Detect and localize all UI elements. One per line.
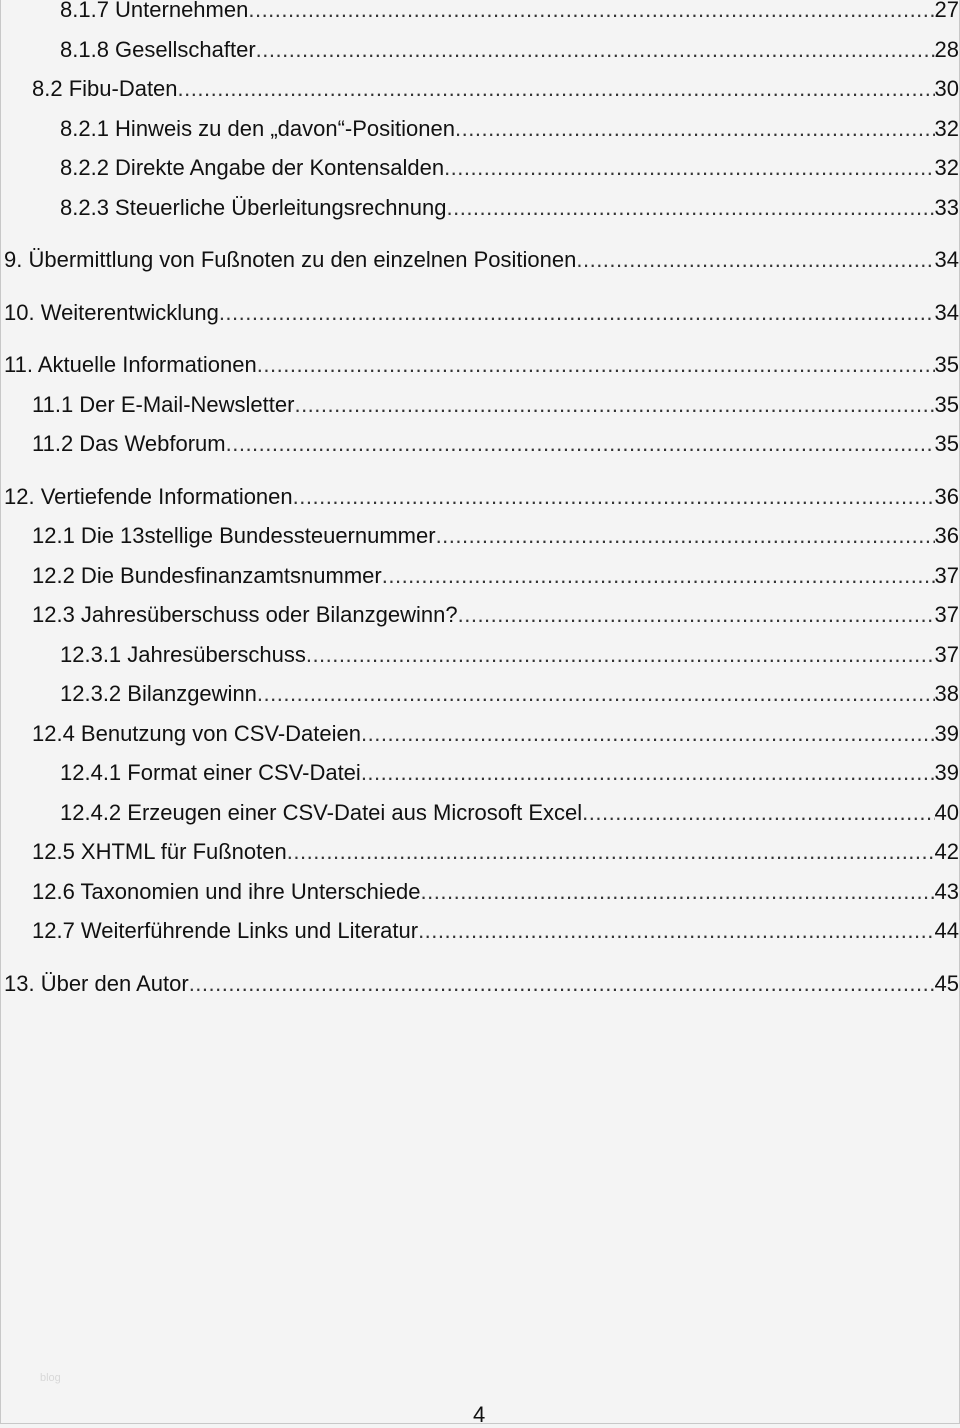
dot-leader xyxy=(446,188,934,228)
toc-entry-page: 42 xyxy=(934,839,959,864)
toc-entry[interactable] xyxy=(1,424,960,464)
table-of-contents xyxy=(1,0,960,1003)
dot-leader xyxy=(219,293,935,333)
toc-entry-page: 45 xyxy=(934,970,959,996)
toc-entry-page: 37 xyxy=(934,641,959,667)
toc-entry[interactable] xyxy=(1,240,960,280)
toc-entry-title: 11.2 Das Webforum xyxy=(32,431,226,456)
dot-leader xyxy=(436,516,935,556)
dot-leader xyxy=(256,30,935,70)
toc-entry[interactable] xyxy=(1,109,960,149)
toc-entry-page: 34 xyxy=(934,299,959,325)
toc-entry-page: 39 xyxy=(934,760,959,785)
toc-entry[interactable] xyxy=(1,516,960,556)
toc-entry-page: 35 xyxy=(934,352,959,377)
toc-entry[interactable] xyxy=(1,188,960,228)
dot-leader xyxy=(248,0,934,30)
toc-entry-title: 8.2.3 Steuerliche Überleitungsrechnung xyxy=(60,194,447,220)
toc-entry-page: 36 xyxy=(934,523,959,548)
toc-entry[interactable] xyxy=(1,148,960,188)
toc-entry[interactable] xyxy=(1,635,960,675)
toc-entry[interactable] xyxy=(1,69,960,109)
toc-entry[interactable] xyxy=(1,964,960,1004)
toc-entry-page: 34 xyxy=(934,247,959,272)
toc-entry-page: 39 xyxy=(934,720,959,746)
toc-entry-title: 13. Über den Autor xyxy=(4,970,189,996)
toc-entry[interactable] xyxy=(1,30,960,70)
dot-leader xyxy=(576,240,934,280)
toc-entry[interactable] xyxy=(1,293,960,333)
toc-entry-title: 9. Übermittlung von Fußnoten zu den einzelnen Positionen xyxy=(4,247,577,272)
toc-entry-title: 11.1 Der E-Mail-Newsletter xyxy=(32,391,295,417)
toc-entry[interactable] xyxy=(1,793,960,833)
toc-entry-page: 35 xyxy=(934,431,959,456)
dot-leader xyxy=(361,714,935,754)
toc-entry[interactable] xyxy=(1,595,960,635)
toc-entry-page: 37 xyxy=(934,562,959,588)
toc-entry-page: 28 xyxy=(934,36,959,62)
toc-entry-title: 8.2.1 Hinweis zu den „davon“-Positionen xyxy=(60,115,456,141)
toc-entry-title: 12.5 XHTML für Fußnoten xyxy=(32,839,287,864)
toc-entry-page: 38 xyxy=(934,681,959,706)
toc-entry-title: 12.2 Die Bundesfinanzamtsnummer xyxy=(32,562,382,588)
toc-entry[interactable] xyxy=(1,872,960,912)
toc-entry[interactable] xyxy=(1,911,960,951)
dot-leader xyxy=(257,674,935,714)
toc-entry[interactable] xyxy=(1,556,960,596)
toc-entry-title: 8.2 Fibu-Daten xyxy=(32,76,178,101)
dot-leader xyxy=(421,872,935,912)
dot-leader xyxy=(582,793,934,833)
toc-entry-title: 12.3.1 Jahresüberschuss xyxy=(60,641,306,667)
toc-entry[interactable] xyxy=(1,385,960,425)
toc-entry-title: 12.4 Benutzung von CSV-Dateien xyxy=(32,720,362,746)
toc-entry-page: 35 xyxy=(934,391,959,417)
toc-entry[interactable] xyxy=(1,345,960,385)
watermark: blog xyxy=(40,1372,61,1384)
toc-entry-page: 37 xyxy=(934,602,959,627)
dot-leader xyxy=(382,556,935,596)
dot-leader xyxy=(361,753,935,793)
dot-leader xyxy=(293,477,935,517)
toc-entry-page: 43 xyxy=(934,878,959,904)
toc-entry-page: 36 xyxy=(934,483,959,509)
toc-entry-page: 33 xyxy=(934,194,959,220)
dot-leader xyxy=(458,595,935,635)
toc-entry-title: 11. Aktuelle Informationen xyxy=(4,352,257,377)
toc-entry[interactable] xyxy=(1,477,960,517)
toc-entry[interactable] xyxy=(1,0,960,30)
toc-entry-title: 12.4.1 Format einer CSV-Datei xyxy=(60,760,361,785)
toc-entry-title: 8.1.7 Unternehmen xyxy=(60,0,249,22)
page-number: 4 xyxy=(473,1402,486,1427)
toc-entry-title: 12. Vertiefende Informationen xyxy=(4,483,293,509)
dot-leader xyxy=(306,635,935,675)
toc-entry[interactable] xyxy=(1,832,960,872)
toc-entry-page: 32 xyxy=(934,155,959,180)
toc-entry-title: 12.7 Weiterführende Links und Literatur xyxy=(32,918,419,943)
toc-entry-title: 10. Weiterentwicklung xyxy=(4,299,219,325)
toc-entry-page: 32 xyxy=(934,115,959,141)
dot-leader xyxy=(257,345,935,385)
toc-entry-title: 12.3.2 Bilanzgewinn xyxy=(60,681,257,706)
dot-leader xyxy=(178,69,935,109)
toc-entry[interactable] xyxy=(1,714,960,754)
dot-leader xyxy=(455,109,935,149)
dot-leader xyxy=(444,148,934,188)
toc-entry-title: 12.3 Jahresüberschuss oder Bilanzgewinn? xyxy=(32,602,458,627)
toc-entry[interactable] xyxy=(1,753,960,793)
dot-leader xyxy=(418,911,934,951)
toc-entry-title: 8.2.2 Direkte Angabe der Kontensalden xyxy=(60,155,445,180)
toc-entry-title: 12.6 Taxonomien und ihre Unterschiede xyxy=(32,878,421,904)
toc-entry-page: 44 xyxy=(934,918,959,943)
dot-leader xyxy=(294,385,934,425)
toc-entry-title: 12.4.2 Erzeugen einer CSV-Datei aus Microsoft Excel xyxy=(60,799,583,825)
toc-entry[interactable] xyxy=(1,674,960,714)
dot-leader xyxy=(226,424,935,464)
dot-leader xyxy=(287,832,935,872)
toc-entry-title: 8.1.8 Gesellschafter xyxy=(60,36,256,62)
toc-entry-title: 12.1 Die 13stellige Bundessteuernummer xyxy=(32,523,436,548)
dot-leader xyxy=(189,964,935,1004)
toc-entry-page: 27 xyxy=(934,0,959,22)
toc-entry-page: 40 xyxy=(934,799,959,825)
toc-entry-page: 30 xyxy=(934,76,959,101)
